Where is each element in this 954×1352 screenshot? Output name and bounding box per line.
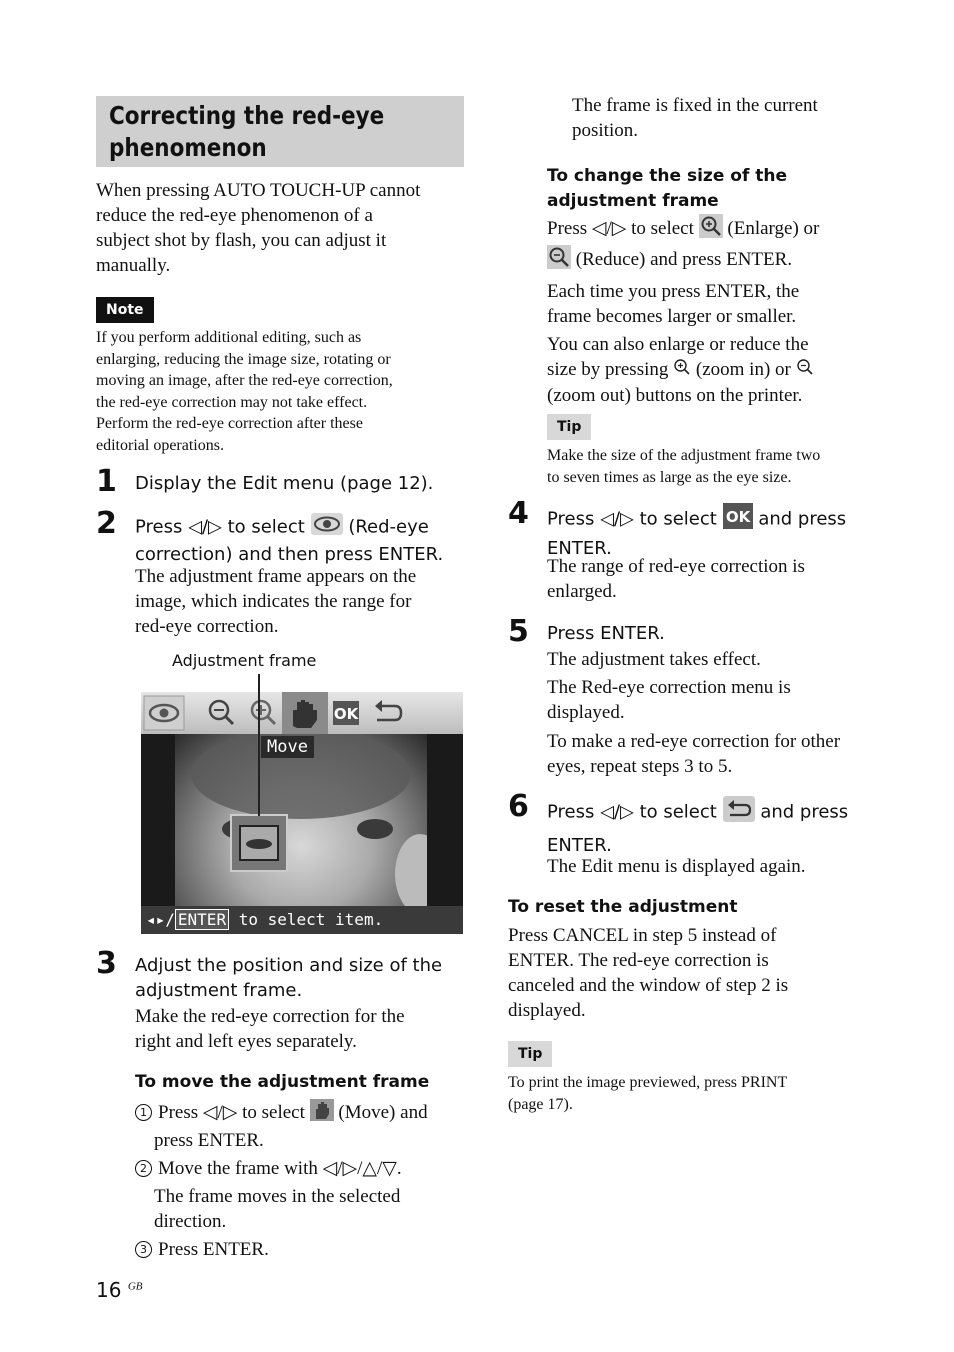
enlarge-icon [699,214,723,245]
step-2-heading-line2: correction) and then press ENTER. [135,544,444,565]
item-2-marker: 2 [135,1160,152,1177]
step-4-body-line: The range of red-eye correction is [547,556,805,577]
adjustment-frame [230,814,288,872]
intro-line: reduce the red-eye phenomenon of a [96,205,373,226]
move-tool-icon [282,692,328,734]
change-size-title-line: To change the size of the [547,166,788,186]
step-5-body-line: The Red-eye correction menu is [547,677,791,698]
size-line-2: (Reduce) and press ENTER. [575,248,793,270]
step-2-heading-b: (Red-eye [348,516,429,538]
step-5-number: 5 [508,614,529,649]
step-6-heading [547,796,887,858]
size-body-line: Each time you press ENTER, the [547,281,800,302]
frame-fixed-text [572,93,882,143]
tip-2-line: (page 17). [508,1095,573,1113]
step-2-body-line: image, which indicates the range for [135,591,412,612]
tip-badge-2: Tip [508,1041,552,1067]
step-5-body-line: eyes, repeat steps 3 to 5. [547,756,733,777]
note-line: If you perform additional editing, such as [96,329,362,346]
step-4-body-line: enlarged. [547,581,617,602]
item-2-body-line: direction. [154,1211,227,1232]
item-1-marker: 1 [135,1104,152,1121]
section-title-line1: Correcting the red-eye [109,101,385,130]
item-3-marker: 3 [135,1241,152,1258]
step-4-heading-b: and press [758,508,847,530]
zoom-in-icon [673,358,691,383]
step-3-heading-line1: Adjust the position and size of the [135,955,443,976]
reset-line: ENTER. The red-eye correction is [508,950,769,971]
tip-line: to seven times as large as the eye size. [547,468,792,486]
screen-toolbar [141,692,463,734]
item-2-text: Move the frame with ◁/▷/△/▽. [158,1158,402,1179]
note-badge: Note [96,297,154,323]
callout-line [258,674,260,816]
back-icon [723,796,755,829]
step-3-body-line: Make the red-eye correction for the [135,1006,405,1027]
section-title-line2: phenomenon [109,133,267,162]
hint-enter-key: ENTER [175,909,229,930]
step-2-number: 2 [96,506,117,541]
change-size-title-line: adjustment frame [547,191,719,211]
screen-hint-bar [141,906,463,934]
reset-line: Press CANCEL in step 5 instead of [508,925,777,946]
tip-line: Make the size of the adjustment frame two [547,447,821,464]
step-2-body [135,564,475,639]
child-face-photo [175,734,427,906]
move-hand-icon [310,1099,334,1128]
note-text [96,327,466,456]
frame-fixed-line: The frame is fixed in the current [572,95,818,116]
step-1-heading: Display the Edit menu (page 12). [135,473,434,494]
reset-line: canceled and the window of step 2 is [508,975,789,996]
change-size-text [547,214,882,408]
printer-screen-figure [141,692,463,934]
size-line-3: You can also enlarge or reduce the [547,334,809,355]
tip-text-2 [508,1072,878,1115]
step-3-heading-line2: adjustment frame. [135,980,303,1001]
reset-line: displayed. [508,1000,586,1021]
step-5-heading: Press ENTER. [547,623,665,644]
size-line-4b: (zoom in) or [695,359,791,380]
item-1-text-c: press ENTER. [154,1130,264,1151]
zoom-out-icon [796,358,814,383]
figure-callout-label: Adjustment frame [172,651,317,670]
step-4-body [547,554,887,604]
move-mode-label: Move [261,736,314,758]
svg-text:OK: OK [725,508,750,526]
step-3-heading [135,953,475,1003]
reset-text [508,923,878,1023]
page-number [96,1278,142,1302]
note-line: enlarging, reducing the image size, rotating or [96,350,391,368]
svg-text:OK: OK [333,705,359,723]
zoom-in-tool-icon [252,701,275,724]
page-region-label: GB [127,1280,143,1293]
red-eye-icon [311,513,343,542]
ok-tool-icon [333,701,360,725]
move-frame-subtitle: To move the adjustment frame [135,1072,430,1092]
item-1-text-a: Press ◁/▷ to select [158,1101,305,1123]
step-6-heading-line2: ENTER. [547,835,612,856]
intro-line: manually. [96,255,171,276]
page-number-value: 16 [96,1278,122,1302]
reset-subtitle: To reset the adjustment [508,897,738,917]
item-2-body-line: The frame moves in the selected [154,1186,401,1207]
red-eye-tool-icon [144,696,184,730]
ok-icon [723,503,753,536]
note-line: editorial operations. [96,436,224,454]
step-4-heading [547,503,887,561]
step-3-body-line: right and left eyes separately. [135,1031,357,1052]
intro-paragraph [96,178,466,278]
step-5-body-line: To make a red-eye correction for other [547,731,841,752]
step-4-heading-a: Press ◁/▷ to select [547,508,717,530]
move-frame-instructions [135,1099,475,1262]
step-2-heading [135,513,475,567]
size-line-1b: (Enlarge) or [727,217,820,239]
note-line: the red-eye correction may not take effect. [96,393,368,411]
size-body-line: frame becomes larger or smaller. [547,306,797,327]
tip-2-line: To print the image previewed, press PRINT [508,1074,788,1091]
step-5-body-line: The adjustment takes effect. [547,649,761,670]
size-line-5: (zoom out) buttons on the printer. [547,385,803,407]
tip-badge: Tip [547,414,591,440]
item-1-text-b: (Move) and [338,1101,428,1123]
note-line: Perform the red-eye correction after these [96,415,363,432]
step-3-number: 3 [96,946,117,981]
intro-line: When pressing AUTO TOUCH-UP cannot [96,180,421,201]
step-2-body-line: red-eye correction. [135,616,279,637]
size-line-4a: size by pressing [547,359,669,380]
step-2-heading-a: Press ◁/▷ to select [135,516,305,538]
hint-text: to select item. [229,910,384,929]
section-title [96,96,464,167]
step-5-body-line: displayed. [547,702,625,723]
note-line: moving an image, after the red-eye correction, [96,372,393,389]
step-2-body-line: The adjustment frame appears on the [135,566,417,587]
step-6-heading-a: Press ◁/▷ to select [547,801,717,823]
change-size-subtitle [547,164,877,214]
hint-arrows: ◂▸/ [146,910,175,929]
frame-fixed-line: position. [572,120,638,141]
size-line-1a: Press ◁/▷ to select [547,217,694,239]
step-6-body: The Edit menu is displayed again. [547,856,806,877]
step-4-heading-line2: ENTER. [547,538,612,559]
tip-text [547,445,887,488]
item-3-text: Press ENTER. [158,1239,269,1260]
step-6-heading-b: and press [760,801,849,823]
step-6-number: 6 [508,789,529,824]
step-1-number: 1 [96,464,117,499]
zoom-out-tool-icon [210,701,233,724]
step-3-body [135,1004,475,1054]
step-5-body [547,647,887,779]
intro-line: subject shot by flash, you can adjust it [96,230,387,251]
step-4-number: 4 [508,496,529,531]
reduce-icon [547,245,571,276]
back-tool-icon [375,700,401,720]
